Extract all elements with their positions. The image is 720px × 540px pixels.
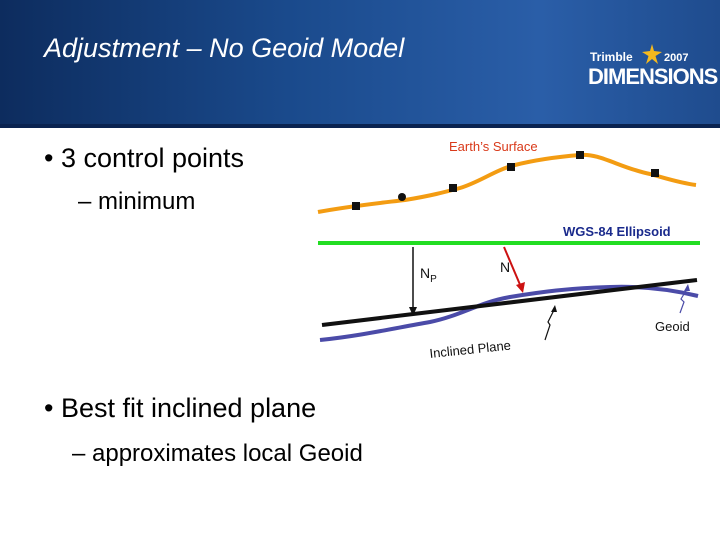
earth-surface-label: Earth’s Surface — [449, 139, 538, 154]
geoid-line — [320, 287, 698, 340]
ellipsoid-label: WGS-84 Ellipsoid — [563, 224, 671, 239]
np-label-sub: P — [430, 274, 437, 285]
control-point — [507, 163, 515, 171]
np-label — [420, 265, 437, 285]
inclined-plane-pointer — [545, 310, 554, 340]
sub-bullet-local-geoid: – approximates local Geoid — [72, 440, 363, 467]
inclined-plane-pointer-head — [551, 305, 557, 312]
bullet-best-fit-plane: • Best fit inclined plane — [44, 393, 317, 423]
control-point — [398, 193, 406, 201]
logo-year: 2007 — [664, 52, 689, 64]
inclined-plane-label: Inclined Plane — [428, 337, 512, 361]
control-point — [651, 169, 659, 177]
slide-title: Adjustment – No Geoid Model — [44, 33, 405, 63]
bullet-control-points: • 3 control points — [44, 143, 245, 173]
geoid-pointer-head — [684, 284, 690, 291]
control-point — [576, 151, 584, 159]
logo-name: DIMENSIONS — [588, 64, 718, 89]
control-point — [352, 202, 360, 210]
n-label: N — [500, 259, 511, 275]
n-arrowhead — [516, 282, 525, 293]
geoid-label: Geoid — [655, 319, 690, 334]
sub-bullet-minimum: – minimum — [78, 188, 196, 215]
inclined-plane-line — [322, 280, 697, 325]
control-point — [449, 184, 457, 192]
logo-brand: Trimble — [590, 50, 633, 64]
np-label-main: N — [420, 265, 431, 281]
